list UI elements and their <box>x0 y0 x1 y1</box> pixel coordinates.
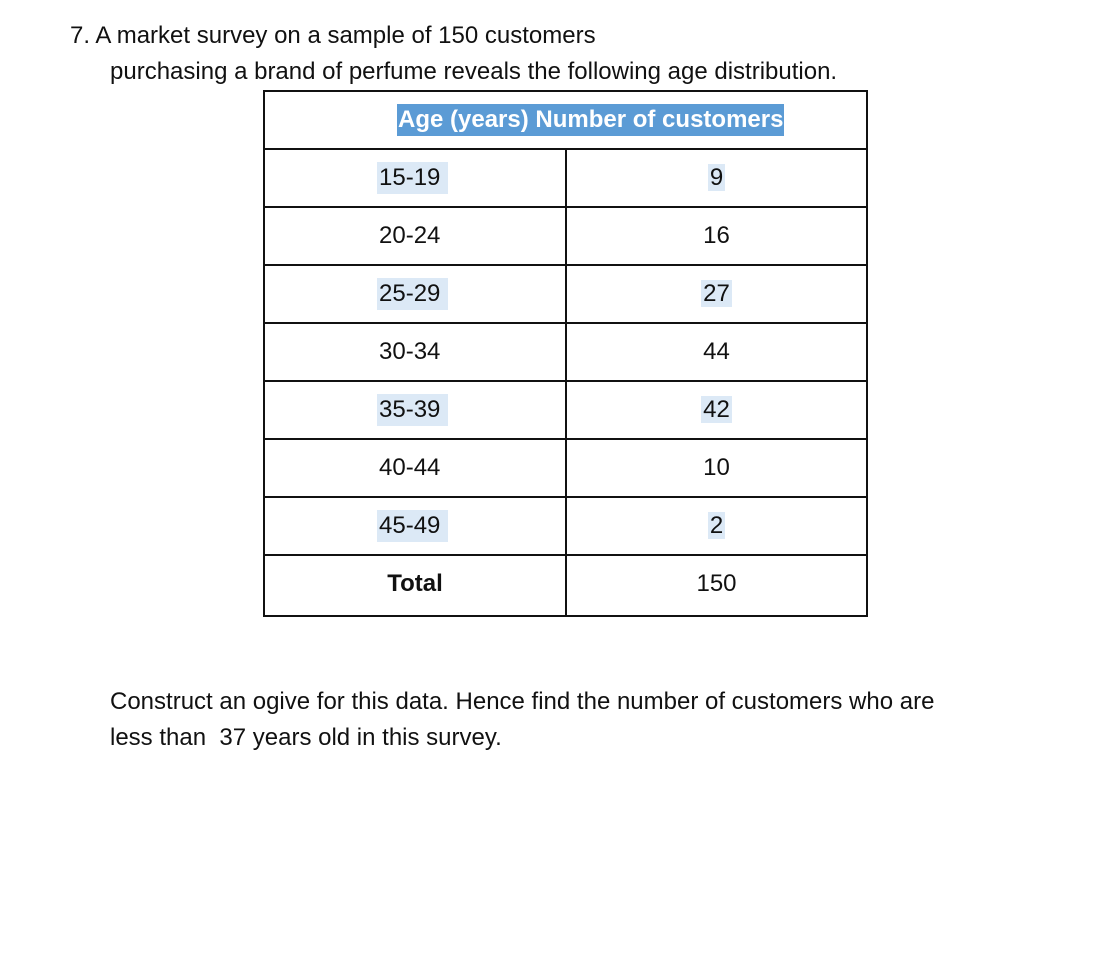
instruction-text <box>110 684 1070 756</box>
age-cell: 20-24 <box>379 222 441 249</box>
total-label: Total <box>387 570 443 597</box>
age-cell[interactable]: 25-29 <box>377 278 448 310</box>
count-cell <box>567 162 866 194</box>
count-value[interactable]: 9 <box>709 164 724 191</box>
table-header <box>265 92 866 150</box>
count-cell <box>567 452 866 484</box>
column-divider <box>565 150 567 615</box>
count-cell <box>567 220 866 252</box>
table-header-text[interactable]: Age (years) Number of customers <box>397 104 784 136</box>
count-value: 44 <box>703 338 730 365</box>
instruction-line-2: less than 37 years old in this survey. <box>110 724 502 751</box>
age-distribution-table <box>263 90 868 617</box>
instruction-line-1: Construct an ogive for this data. Hence find the number of customers who are <box>110 688 935 715</box>
count-value: 10 <box>703 454 730 481</box>
count-cell <box>567 510 866 542</box>
question-line-1: 7. A market survey on a sample of 150 customers <box>70 22 596 49</box>
count-value[interactable]: 27 <box>703 280 730 307</box>
count-cell <box>567 336 866 368</box>
total-value: 150 <box>696 570 737 597</box>
count-value[interactable]: 2 <box>709 512 724 539</box>
age-cell: 40-44 <box>379 454 441 481</box>
count-value[interactable]: 42 <box>703 396 730 423</box>
question-line-2: purchasing a brand of perfume reveals the following age distribution. <box>110 58 838 85</box>
age-cell[interactable]: 45-49 <box>377 510 448 542</box>
total-cell <box>567 568 866 600</box>
age-cell[interactable]: 35-39 <box>377 394 448 426</box>
age-cell[interactable]: 15-19 <box>377 162 448 194</box>
count-value: 16 <box>703 222 730 249</box>
age-cell: 30-34 <box>379 338 441 365</box>
count-cell <box>567 278 866 310</box>
count-cell <box>567 394 866 426</box>
